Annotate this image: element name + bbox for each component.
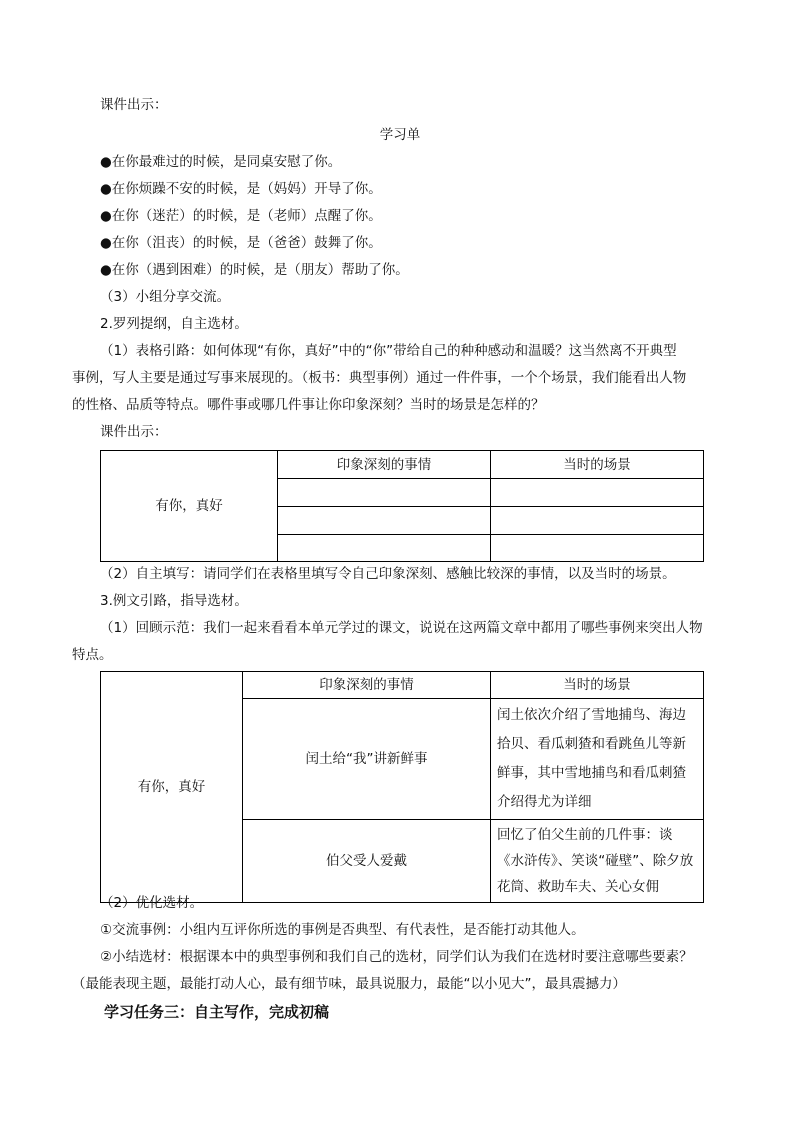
event-table-blank — [100, 450, 704, 562]
kejian-label: 课件出示： — [100, 97, 168, 113]
table-cell-empty[interactable] — [278, 507, 491, 535]
section-title: 2.罗列提纲，自主选材。 — [100, 316, 248, 332]
paragraph-line: （最能表现主题，最能打动人心，最有细节味，最具说服力，最能“以小见大”，最具震撼力） — [72, 976, 626, 992]
table-row-label: 有你，真好 — [101, 451, 278, 562]
section-title: 3.例文引路，指导选材。 — [100, 593, 248, 609]
step-text: （3）小组分享交流。 — [100, 289, 231, 305]
table-cell-empty[interactable] — [278, 479, 491, 507]
study-sheet-title: 学习单 — [379, 127, 421, 143]
table-cell-scene: 回忆了伯父生前的几件事：谈《水浒传》、笑谈“碰壁”、除夕放花筒、救助车夫、关心女佣 — [491, 820, 704, 903]
table-cell-scene: 闰土依次介绍了雪地捕鸟、海边拾贝、看瓜刺猹和看跳鱼儿等新鲜事，其中雪地捕鸟和看瓜刺猹介绍得尤为详细 — [491, 699, 704, 820]
task-heading: 学习任务三：自主写作，完成初稿 — [104, 1003, 330, 1021]
table-row-label: 有你，真好 — [101, 672, 243, 903]
table-cell-event: 闰土给“我”讲新鲜事 — [243, 699, 491, 820]
table-header-scene: 当时的场景 — [491, 451, 704, 479]
paragraph-line: 事例，写人主要是通过写事来展现的。（板书：典型事例）通过一件件事，一个个场景，我们能看出人物 — [72, 370, 687, 386]
table-header-scene: 当时的场景 — [491, 672, 704, 699]
table-cell-empty[interactable] — [491, 535, 704, 562]
study-sheet-item: ●在你（遇到困难）的时候，是（朋友）帮助了你。 — [100, 262, 409, 278]
study-sheet-item: ●在你烦躁不安的时候，是（妈妈）开导了你。 — [100, 181, 382, 197]
paragraph-line: （1）回顾示范：我们一起来看看本单元学过的课文，说说在这两篇文章中都用了哪些事例来突出人物 — [100, 620, 703, 636]
paragraph-line: 特点。 — [72, 647, 113, 663]
table-cell-event: 伯父受人爱戴 — [243, 820, 491, 903]
study-sheet-item: ●在你（迷茫）的时候，是（老师）点醒了你。 — [100, 208, 382, 224]
table-header-event: 印象深刻的事情 — [243, 672, 491, 699]
paragraph-line: 的性格、品质等特点。哪件事或哪几件事让你印象深刻？当时的场景是怎样的？ — [72, 397, 545, 413]
table-cell-empty[interactable] — [278, 535, 491, 562]
step-text: （2）优化选材。 — [100, 895, 204, 911]
study-sheet-item: ●在你（沮丧）的时候，是（爸爸）鼓舞了你。 — [100, 235, 382, 251]
paragraph-line: ②小结选材：根据课本中的典型事例和我们自己的选材，同学们认为我们在选材时要注意哪些要素？ — [100, 949, 693, 965]
step-text: （2）自主填写：请同学们在表格里填写令自己印象深刻、感触比较深的事情，以及当时的场景。 — [100, 566, 676, 582]
table-header-event: 印象深刻的事情 — [278, 451, 491, 479]
study-sheet-item: ●在你最难过的时候，是同桌安慰了你。 — [100, 154, 342, 170]
paragraph-line: ①交流事例：小组内互评你所选的事例是否典型、有代表性，是否能打动其他人。 — [100, 922, 585, 938]
table-cell-empty[interactable] — [491, 507, 704, 535]
kejian-label: 课件出示： — [100, 424, 168, 440]
example-event-table — [100, 671, 704, 903]
paragraph-line: （1）表格引路：如何体现“有你，真好”中的“你”带给自己的种种感动和温暖？这当然离不开典型 — [100, 343, 677, 359]
table-cell-empty[interactable] — [491, 479, 704, 507]
